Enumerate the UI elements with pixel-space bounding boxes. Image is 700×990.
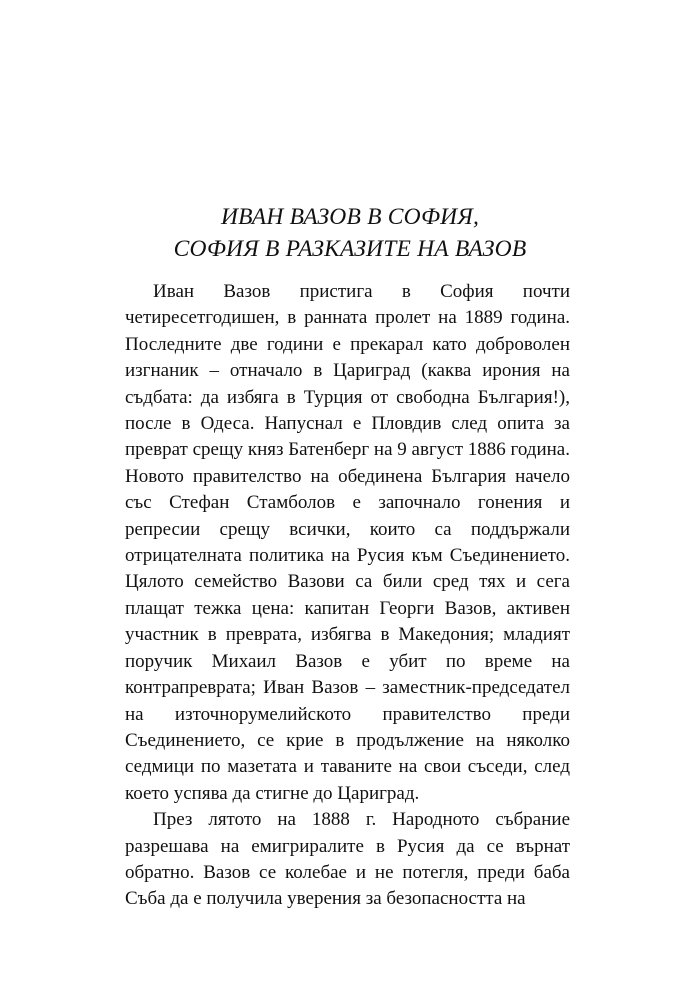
paragraph-2: През лятото на 1888 г. Народното събрание разрешава на емигриралите в Русия да се върнат обратно. Вазов се колебае и не потегля, преди баба Съба да е получила уверения за безопасността на — [125, 809, 570, 910]
chapter-title-line-1: ИВАН ВАЗОВ В СОФИЯ, — [220, 204, 480, 230]
chapter-title — [95, 201, 605, 265]
chapter-title-line-2: СОФИЯ В РАЗКАЗИТЕ НА ВАЗОВ — [173, 236, 527, 262]
paragraph-1: Иван Вазов пристига в София почти четиресетгодишен, в ранната пролет на 1889 година. Последните две години е прекарал като доброволен изгнаник – отначало в Цариград (каква ирония на съдбата: да избяга в Турция от свободна България!), после в Одеса. Напуснал е Пловдив след опита за преврат срещу княз Батенберг на 9 август 1886 година. Новото правителство на обединена България начело със Стефан Стамболов е започнало гонения и репресии срещу всички, които са поддържали отрицателната политика на Русия към Съединението. Цялото семейство Вазови са били сред тях и сега плащат тежка цена: капитан Георги Вазов, активен участник в преврата, избягва в Македония; младият поручик Михаил Вазов е убит по време на контрапреврата; Иван Вазов – заместник-председател на източнорумелийското правителство преди Съединението, се крие в продължение на няколко седмици по мазетата и таваните на свои съседи, след което успява да стигне до Цариград. — [125, 281, 570, 804]
body-text — [125, 279, 570, 913]
